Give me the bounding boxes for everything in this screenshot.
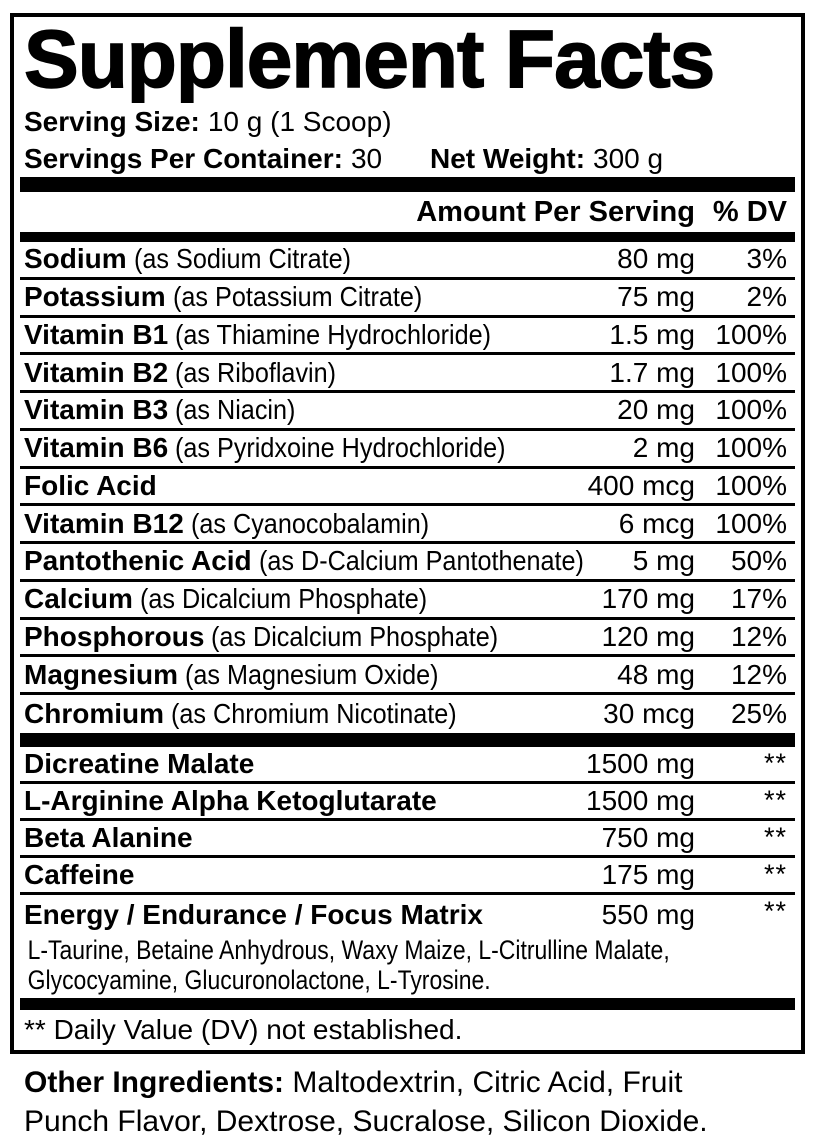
nutrient-form: (as Niacin)	[175, 394, 296, 426]
nutrient-amount: 1.7 mg	[609, 356, 695, 388]
net-weight	[430, 143, 663, 175]
nutrient-amount: 170 mg	[601, 583, 695, 615]
nutrient-name: Folic Acid	[24, 469, 157, 501]
energy-matrix-row	[20, 895, 795, 998]
matrix-sub-ingredients-line-1: L-Taurine, Betaine Anhydrous, Waxy Maize, L-Citrulline Malate,	[27, 935, 670, 965]
percent-dv-header: % DV	[712, 195, 787, 228]
nutrient-name: Phosphorous	[24, 620, 205, 652]
nutrient-name: Sodium	[24, 243, 127, 275]
label-title: Supplement Facts	[24, 17, 715, 103]
nutrient-name: Vitamin B1	[24, 318, 169, 350]
blend-row-beta-alanine	[20, 821, 795, 858]
serving-size-value: 10 g (1 Scoop)	[207, 105, 392, 137]
nutrient-amount: 1.5 mg	[609, 318, 695, 350]
servings-per-container-label: Servings Per Container:	[24, 142, 343, 174]
nutrient-dv: 12%	[730, 658, 787, 690]
matrix-sub-ingredients-line-2: Glycocyamine, Glucuronolactone, L-Tyrosine.	[27, 965, 491, 995]
other-ingredients-value: Maltodextrin, Citric Acid, Fruit Punch Flavor, Dextrose, Sucralose, Silicon Dioxide.	[24, 1066, 708, 1137]
nutrient-dv: 100%	[715, 507, 787, 539]
serving-size-label: Serving Size:	[24, 105, 200, 137]
nutrient-name: Vitamin B12	[24, 507, 184, 539]
header-rule	[20, 232, 795, 242]
nutrient-dv: 12%	[730, 620, 787, 652]
nutrient-row-calcium	[20, 582, 795, 620]
servings-per-container	[24, 143, 430, 175]
nutrient-name: Vitamin B2	[24, 356, 169, 388]
nutrient-amount: 120 mg	[601, 620, 695, 652]
nutrient-dv: 25%	[730, 698, 787, 729]
blend-name: Dicreatine Malate	[24, 748, 255, 779]
divider-bar-bottom	[20, 998, 795, 1010]
blend-row-caffeine	[20, 858, 795, 895]
footnote-text: ** Daily Value (DV) not established.	[24, 1014, 463, 1045]
nutrient-dv: 100%	[715, 469, 787, 501]
nutrient-row-chromium	[20, 695, 795, 733]
nutrient-form: (as Pyridxoine Hydrochloride)	[175, 432, 506, 464]
net-weight-label: Net Weight:	[430, 142, 586, 174]
nutrient-dv: 100%	[715, 432, 787, 464]
blend-amount: 1500 mg	[586, 785, 695, 816]
nutrient-amount: 80 mg	[617, 243, 695, 275]
nutrient-name: Magnesium	[24, 658, 179, 690]
nutrient-name: Pantothenic Acid	[24, 545, 252, 577]
nutrient-row-magnesium	[20, 657, 795, 695]
nutrient-amount: 2 mg	[632, 432, 695, 464]
nutrient-row-potassium	[20, 280, 795, 318]
nutrient-row-sodium	[20, 242, 795, 280]
nutrient-row-vitamin-b6	[20, 431, 795, 469]
nutrient-amount: 5 mg	[632, 545, 695, 577]
nutrient-amount: 6 mcg	[618, 507, 695, 539]
nutrient-name: Vitamin B6	[24, 432, 169, 464]
nutrient-name: Vitamin B3	[24, 394, 169, 426]
nutrient-form: (as Potassium Citrate)	[172, 281, 422, 313]
blend-dv-asterisks: **	[763, 748, 787, 778]
nutrient-form: (as Riboflavin)	[175, 356, 337, 388]
blend-amount: 1500 mg	[586, 748, 695, 779]
nutrient-row-vitamin-b3	[20, 393, 795, 431]
column-header-row	[20, 192, 795, 232]
nutrient-name: Potassium	[24, 281, 166, 313]
other-ingredients	[24, 1063, 764, 1137]
nutrient-amount: 30 mcg	[603, 698, 695, 729]
nutrient-dv: 3%	[746, 243, 787, 275]
nutrient-amount: 400 mcg	[587, 469, 695, 501]
nutrient-amount: 20 mg	[617, 394, 695, 426]
nutrient-amount: 48 mg	[617, 658, 695, 690]
nutrient-dv: 17%	[730, 583, 787, 615]
divider-bar-top	[20, 177, 795, 192]
nutrient-dv: 100%	[715, 318, 787, 350]
blend-row-l-arginine-akg	[20, 784, 795, 821]
nutrient-form: (as D-Calcium Pantothenate)	[258, 545, 584, 577]
nutrient-dv: 2%	[746, 281, 787, 313]
nutrient-name: Calcium	[24, 583, 133, 615]
blend-name: Beta Alanine	[24, 822, 193, 853]
footnote-row	[20, 1010, 795, 1050]
nutrient-amount: 75 mg	[617, 281, 695, 313]
nutrient-form: (as Chromium Nicotinate)	[171, 698, 457, 729]
servings-net-weight-row	[20, 140, 795, 177]
divider-bar-middle	[20, 733, 795, 747]
amount-per-serving-header: Amount Per Serving	[416, 195, 695, 228]
nutrient-row-vitamin-b12	[20, 506, 795, 544]
blend-amount: 175 mg	[601, 859, 695, 890]
blend-row-dicreatine-malate	[20, 747, 795, 784]
blend-amount: 750 mg	[601, 822, 695, 853]
nutrient-row-phosphorous	[20, 620, 795, 658]
nutrient-dv: 100%	[715, 356, 787, 388]
matrix-name: Energy / Endurance / Focus Matrix	[24, 899, 484, 930]
nutrient-dv: 50%	[730, 545, 787, 577]
nutrient-name: Chromium	[24, 698, 164, 729]
net-weight-value: 300 g	[593, 142, 664, 174]
nutrient-row-vitamin-b2	[20, 355, 795, 393]
blend-dv-asterisks: **	[763, 785, 787, 815]
nutrient-form: (as Dicalcium Phosphate)	[211, 620, 499, 652]
servings-per-container-value: 30	[350, 142, 383, 174]
serving-size-row	[20, 103, 795, 140]
matrix-amount: 550 mg	[601, 899, 695, 930]
other-ingredients-label: Other Ingredients:	[24, 1066, 285, 1099]
nutrient-form: (as Magnesium Oxide)	[185, 658, 439, 690]
nutrient-form: (as Thiamine Hydrochloride)	[175, 318, 492, 350]
blend-name: Caffeine	[24, 859, 135, 890]
nutrient-row-folic-acid	[20, 469, 795, 507]
nutrient-row-vitamin-b1	[20, 318, 795, 356]
nutrient-dv: 100%	[715, 394, 787, 426]
nutrient-form: (as Cyanocobalamin)	[190, 507, 429, 539]
nutrient-row-pantothenic-acid	[20, 544, 795, 582]
blend-dv-asterisks: **	[763, 859, 787, 889]
blend-name: L-Arginine Alpha Ketoglutarate	[24, 785, 437, 816]
supplement-facts-label	[10, 13, 805, 1054]
blend-dv-asterisks: **	[763, 822, 787, 852]
matrix-dv-asterisks: **	[763, 896, 787, 926]
nutrient-form: (as Dicalcium Phosphate)	[139, 583, 428, 615]
nutrient-form: (as Sodium Citrate)	[133, 243, 351, 275]
